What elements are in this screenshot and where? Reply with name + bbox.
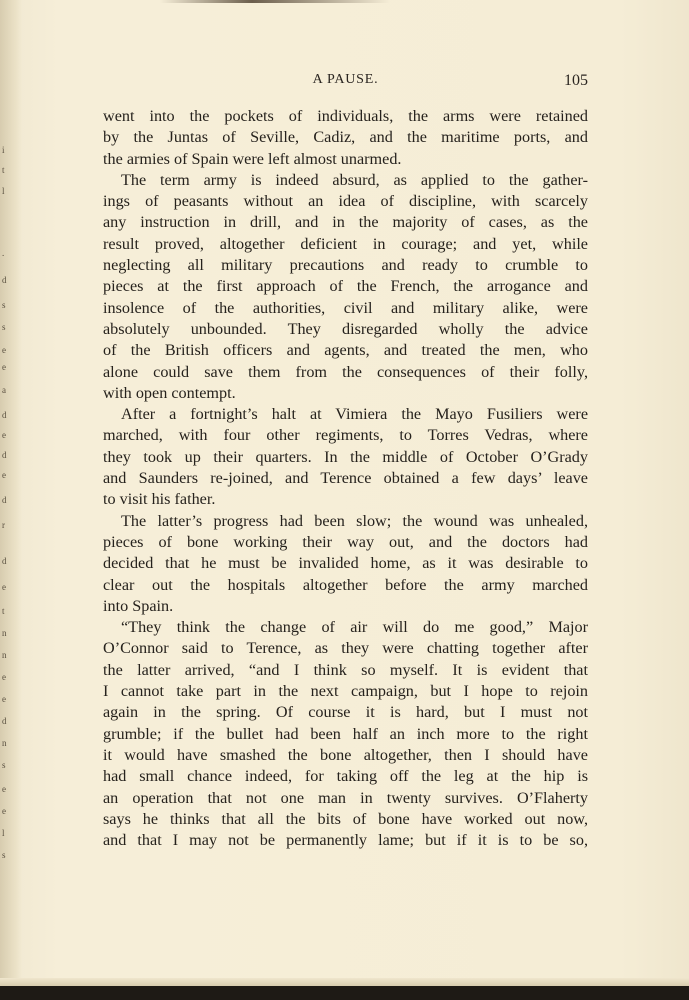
text-line: to visit his father. — [103, 490, 216, 509]
text-line: alone could save them from the consequences of their folly, — [103, 362, 588, 381]
text-line: they took up their quarters. In the middle of October O’Grady — [103, 447, 588, 466]
paragraph — [103, 106, 588, 170]
text-line: the latter arrived, “and I think so myself. It is evident that — [103, 660, 588, 679]
page-header — [103, 72, 588, 92]
text-line: marched, with four other regiments, to Torres Vedras, where — [103, 426, 588, 445]
text-line: pieces at the first approach of the French, the arrogance and — [103, 277, 588, 296]
text-line: insolence of the authorities, civil and military alike, were — [103, 298, 588, 317]
text-line: absolutely unbounded. They disregarded wholly the advice — [103, 319, 588, 338]
text-line: The term army is indeed absurd, as applied to the gather- — [121, 170, 588, 189]
text-line: grumble; if the bullet had been half an inch more to the right — [103, 724, 588, 743]
text-line: clear out the hospitals altogether before the army marched — [103, 575, 588, 594]
text-line: ings of peasants without an idea of discipline, with scarcely — [103, 192, 588, 211]
text-line: the armies of Spain were left almost unarmed. — [103, 149, 402, 168]
text-line: again in the spring. Of course it is hard, but I must not — [103, 703, 588, 722]
text-line: into Spain. — [103, 596, 174, 615]
text-line: result proved, altogether deficient in courage; and yet, while — [103, 234, 588, 253]
scan-background-strip — [0, 986, 689, 1000]
paragraph — [103, 511, 588, 617]
text-line: any instruction in drill, and in the majority of cases, as the — [103, 213, 588, 232]
text-line: says he thinks that all the bits of bone have worked out now, — [103, 809, 588, 828]
running-head: A PAUSE. — [312, 72, 379, 87]
text-line: pieces of bone working their way out, and the doctors had — [103, 532, 588, 551]
text-line: an operation that not one man in twenty survives. O’Flaherty — [103, 788, 588, 807]
body-text — [103, 106, 588, 851]
bleed-through-marks: i t l . d s s e e a d e d e d r d e t n n e e d n s e e l s — [2, 145, 7, 860]
page-gutter — [0, 0, 22, 1000]
text-line: with open contempt. — [103, 383, 236, 402]
text-line: and Saunders re-joined, and Terence obtained a few days’ leave — [103, 469, 588, 488]
text-line: went into the pockets of individuals, the arms were retained — [103, 107, 588, 125]
text-line: O’Connor said to Terence, as they were chatting together after — [103, 639, 588, 658]
text-line: and that I may not be permanently lame; but if it is to be so, — [103, 831, 588, 850]
text-line: neglecting all military precautions and ready to crumble to — [103, 256, 588, 275]
text-line: had small chance indeed, for taking off the leg at the hip is — [103, 767, 588, 786]
text-line: it would have smashed the bone altogether, then I should have — [103, 745, 588, 764]
paragraph — [103, 404, 588, 510]
text-line: After a fortnight’s halt at Vimiera the Mayo Fusiliers were — [121, 405, 588, 424]
text-line: I cannot take part in the next campaign, but I hope to rejoin — [103, 682, 588, 701]
paragraph — [103, 170, 588, 404]
text-line: The latter’s progress had been slow; the wound was unhealed, — [121, 511, 588, 530]
page-number: 105 — [564, 72, 588, 89]
text-line: of the British officers and agents, and treated the men, who — [103, 341, 588, 360]
text-line: by the Juntas of Seville, Cadiz, and the maritime ports, and — [103, 128, 588, 147]
top-edge-shadow — [160, 0, 390, 3]
paragraph — [103, 617, 588, 851]
text-line: decided that he must be invalided home, as it was desirable to — [103, 554, 588, 573]
text-line: “They think the change of air will do me good,” Major — [121, 618, 588, 637]
